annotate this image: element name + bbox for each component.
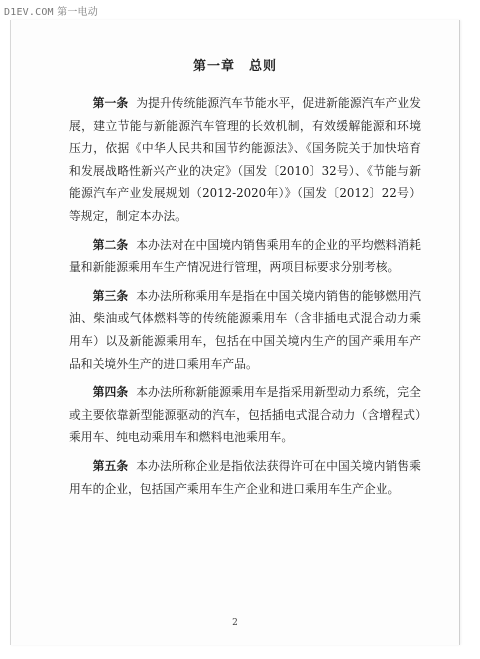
article-list — [69, 92, 421, 506]
article-text: 本办法所称企业是指依法获得许可在中国关境内销售乘用车的企业，包括国产乘用车生产企业和进口乘用车生产企业。 — [69, 458, 421, 496]
article-text: 本办法所称乘用车是指在中国关境内销售的能够燃用汽油、柴油或气体燃料等的传统能源乘用车（含非插电式混合动力乘用车）以及新能源乘用车，包括在中国关境内生产的国产乘用车产品和关境外生产的进口乘用车产品。 — [69, 288, 421, 371]
chapter-title: 第一章 总则 — [192, 59, 277, 74]
article-text: 本办法所称新能源乘用车是指采用新型动力系统，完全或主要依靠新型能源驱动的汽车，包括插电式混合动力（含增程式）乘用车、纯电动乘用车和燃料电池乘用车。 — [69, 385, 421, 445]
article-2 — [69, 234, 421, 279]
article-3 — [69, 285, 421, 375]
watermark-name: 第一电动 — [57, 7, 98, 18]
article-5 — [69, 455, 421, 500]
article-number: 第五条 — [92, 458, 129, 473]
page-number: 2 — [232, 618, 238, 628]
article-number: 第三条 — [92, 288, 129, 303]
watermark-site: D1EV.COM — [4, 7, 54, 18]
watermark — [4, 3, 98, 18]
article-4 — [69, 381, 421, 449]
article-number: 第一条 — [92, 96, 129, 110]
article-number: 第四条 — [92, 385, 129, 400]
article-number: 第二条 — [92, 237, 129, 252]
article-text: 本办法对在中国境内销售乘用车的企业的平均燃料消耗量和新能源乘用车生产情况进行管理，两项目标要求分别考核。 — [69, 237, 421, 275]
document-page — [10, 20, 460, 645]
article-1 — [69, 92, 421, 228]
article-text: 为提升传统能源汽车节能水平，促进新能源汽车产业发展，建立节能与新能源汽车管理的长效机制，有效缓解能源和环境压力，依据《中华人民共和国节约能源法》、《国务院关于加快培育和发展战略性新兴产业的决定》（国发〔2010〕32号）、《节能与新能源汽车产业发展规划（2012-2020年）》（国发〔2012〕22号）等规定，制定本办法。 — [69, 96, 421, 223]
